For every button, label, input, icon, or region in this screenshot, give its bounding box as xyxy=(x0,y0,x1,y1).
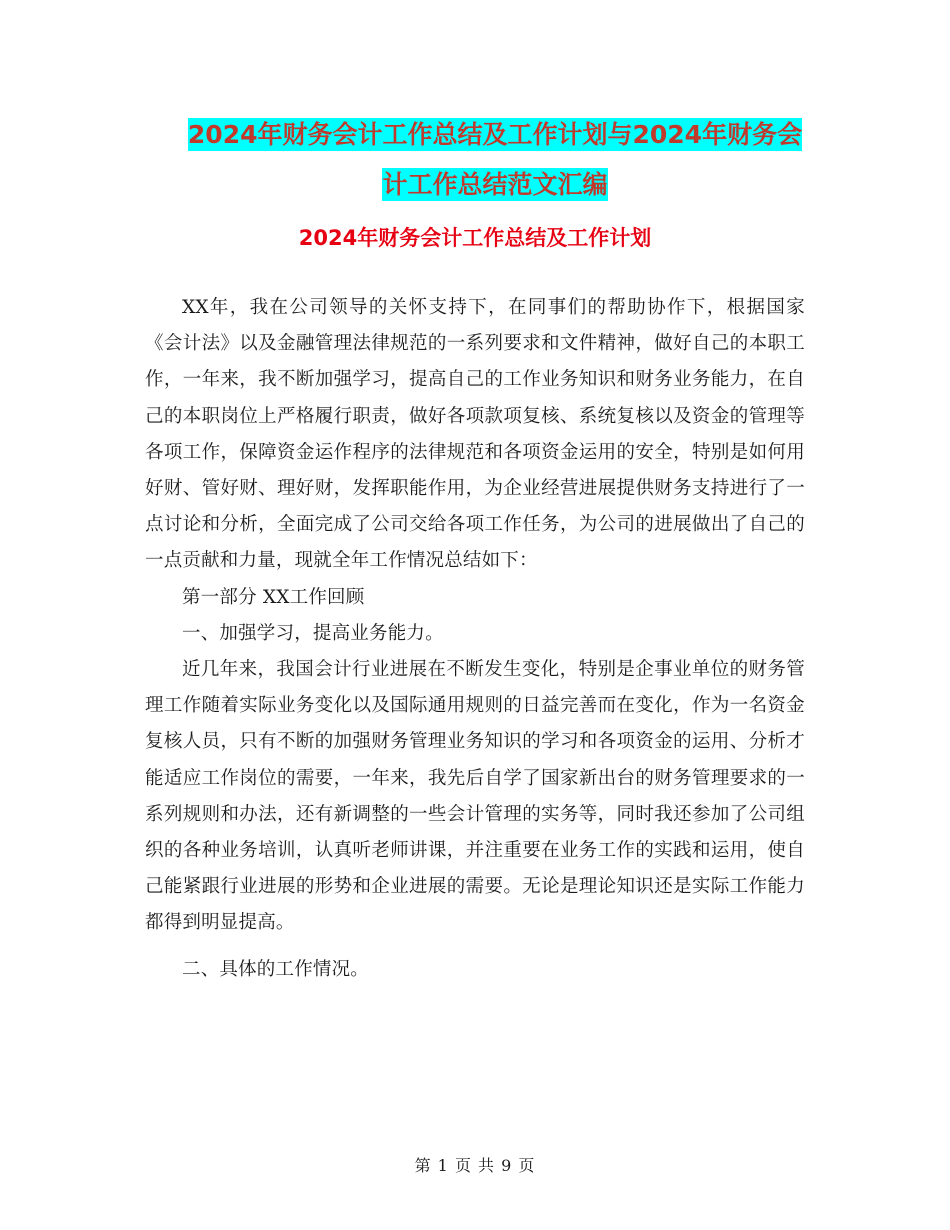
title-line-2: 计工作总结范文汇编 xyxy=(382,170,608,199)
heading-section-2: 二、具体的工作情况。 xyxy=(182,958,370,980)
page-footer: 第 1 页 共 9 页 xyxy=(414,1156,536,1175)
document-title xyxy=(150,110,840,210)
title-line-1: 2024年财务会计工作总结及工作计划与2024年财务会 xyxy=(187,120,803,149)
heading-part-one: 第一部分 XX工作回顾 xyxy=(182,586,365,608)
section-subtitle: 2024年财务会计工作总结及工作计划 xyxy=(298,226,652,250)
paragraph-intro: XX年，我在公司领导的关怀支持下，在同事们的帮助协作下，根据国家《会计法》以及金融管理法律规范的一系列要求和文件精神，做好自己的本职工作，一年来，我不断加强学习，提高自己的工作业务知识和财务业务能力，在自己的本职岗位上严格履行职责，做好各项款项复核、系统复核以及资金的管理等各项工作，保障资金运作程序的法律规范和各项资金运用的安全，特别是如何用好财、管好财、理好财，发挥职能作用，为企业经营进展提供财务支持进行了一点讨论和分析，全面完成了公司交给各项工作任务，为公司的进展做出了自己的一点贡献和力量，现就全年工作情况总结如下： xyxy=(145,297,805,572)
document-body xyxy=(145,290,805,988)
heading-section-1: 一、加强学习，提高业务能力。 xyxy=(182,622,444,644)
paragraph-study: 近几年来，我国会计行业进展在不断发生变化，特别是企事业单位的财务管理工作随着实际业务变化以及国际通用规则的日益完善而在变化，作为一名资金复核人员，只有不断的加强财务管理业务知识的学习和各项资金的运用、分析才能适应工作岗位的需要，一年来，我先后自学了国家新出台的财务管理要求的一系列规则和办法，还有新调整的一些会计管理的实务等，同时我还参加了公司组织的各种业务培训，认真听老师讲课，并注重要在业务工作的实践和运用，使自己能紧跟行业进展的形势和企业进展的需要。无论是理论知识还是实际工作能力都得到明显提高。 xyxy=(145,659,805,934)
